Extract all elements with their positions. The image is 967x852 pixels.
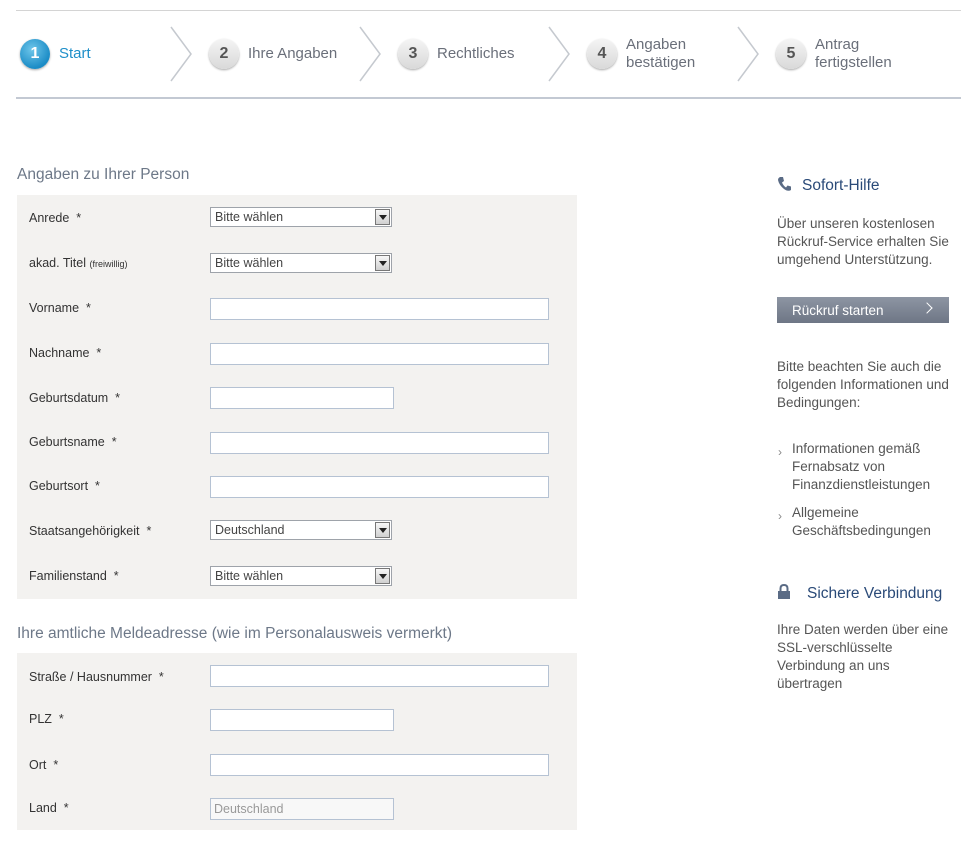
step-number: 5 (776, 39, 806, 69)
field-row-nachname (17, 334, 577, 374)
section-title-address: Ihre amtliche Meldeadresse (wie im Personalausweis vermerkt) (17, 625, 453, 642)
help-section (802, 177, 967, 195)
section-title-person: Angaben zu Ihrer Person (17, 166, 190, 183)
address-form-panel (17, 653, 577, 830)
plz-input[interactable] (210, 709, 394, 731)
geburtsort-input[interactable] (210, 476, 549, 498)
field-row-staatsangehoerigkeit (17, 511, 577, 551)
callback-button[interactable] (777, 297, 949, 323)
link-label[interactable]: Informationen gemäß Fernabsatz von Finanzdienstleistungen (792, 441, 931, 492)
geburtsort-label: Geburtsort * (29, 479, 100, 493)
step-antrag-fertigstellen[interactable] (776, 11, 892, 97)
step-label-line: Angaben (626, 36, 687, 53)
link-fernabsatz[interactable] (777, 440, 957, 494)
anrede-label: Anrede * (29, 211, 82, 225)
nachname-label: Nachname * (29, 346, 102, 360)
dropdown-arrow-icon[interactable] (375, 522, 390, 538)
step-ihre-angaben[interactable] (209, 11, 337, 97)
lock-icon (777, 584, 791, 600)
step-label-line: bestätigen (626, 54, 696, 71)
step-separator-icon (169, 25, 193, 83)
staatsangehoerigkeit-selected-value: Deutschland (215, 523, 285, 537)
secure-section (807, 585, 967, 603)
dropdown-arrow-icon[interactable] (375, 568, 390, 584)
chevron-right-icon: › (778, 509, 782, 523)
progress-steps (16, 11, 961, 99)
help-title: Sofort-Hilfe (802, 177, 880, 194)
geburtsdatum-input[interactable] (210, 387, 394, 409)
person-form-panel (17, 195, 577, 599)
link-label[interactable]: Allgemeine Geschäftsbedingungen (792, 505, 931, 538)
phone-icon (777, 176, 791, 192)
ort-input[interactable] (210, 754, 549, 776)
step-separator-icon (736, 25, 760, 83)
field-row-land (17, 789, 577, 829)
dropdown-arrow-icon[interactable] (375, 209, 390, 225)
step-label-line: fertigstellen (815, 54, 892, 71)
familienstand-label: Familienstand * (29, 569, 119, 583)
chevron-right-icon (921, 302, 932, 313)
anrede-selected-value: Bitte wählen (215, 210, 284, 224)
land-label: Land * (29, 801, 69, 815)
geburtsdatum-label: Geburtsdatum * (29, 391, 121, 405)
titel-selected-value: Bitte wählen (215, 256, 284, 270)
geburtsname-label: Geburtsname * (29, 435, 117, 449)
step-separator-icon (547, 25, 571, 83)
secure-title: Sichere Verbindung (807, 585, 943, 602)
familienstand-selected-value: Bitte wählen (215, 569, 284, 583)
field-row-titel (17, 244, 577, 284)
help-text: Über unseren kostenlosen Rückruf-Service erhalten Sie umgehend Unterstützung. (777, 216, 949, 267)
callback-button-label: Rückruf starten (792, 302, 884, 318)
link-agb[interactable] (777, 504, 957, 540)
field-row-geburtsdatum (17, 378, 577, 418)
step-number: 1 (20, 39, 50, 69)
geburtsname-input[interactable] (210, 432, 549, 454)
dropdown-arrow-icon[interactable] (375, 255, 390, 271)
ort-label: Ort * (29, 758, 59, 772)
titel-label: akad. Titel (freiwillig) (29, 256, 128, 270)
field-row-vorname (17, 289, 577, 329)
titel-select[interactable] (210, 253, 392, 273)
secure-text: Ihre Daten werden über eine SSL-verschlüsselte Verbindung an uns übertragen (777, 622, 949, 691)
step-label (626, 36, 695, 72)
vorname-input[interactable] (210, 298, 549, 320)
land-input (210, 798, 394, 820)
step-angaben-bestaetigen[interactable] (587, 11, 695, 97)
staatsangehoerigkeit-label: Staatsangehörigkeit * (29, 524, 152, 538)
chevron-right-icon: › (778, 445, 782, 459)
field-row-ort (17, 745, 577, 785)
info-text: Bitte beachten Sie auch die folgenden Informationen und Bedingungen: (777, 359, 949, 410)
vorname-label: Vorname * (29, 301, 91, 315)
familienstand-select[interactable] (210, 566, 392, 586)
plz-label: PLZ * (29, 712, 64, 726)
field-row-plz (17, 700, 577, 740)
step-rechtliches[interactable] (398, 11, 515, 97)
anrede-select[interactable] (210, 207, 392, 227)
step-label-line: Antrag (815, 36, 860, 53)
field-row-familienstand (17, 557, 577, 597)
field-row-strasse (17, 656, 577, 696)
field-row-geburtsort (17, 467, 577, 507)
field-row-geburtsname (17, 423, 577, 463)
step-separator-icon (358, 25, 382, 83)
step-label: Ihre Angaben (248, 45, 338, 62)
step-label: Rechtliches (437, 45, 515, 62)
field-row-anrede (17, 198, 577, 238)
step-label: Start (59, 45, 91, 62)
step-start[interactable] (20, 11, 91, 97)
strasse-input[interactable] (210, 665, 549, 687)
step-number: 3 (398, 39, 428, 69)
strasse-label: Straße / Hausnummer * (29, 670, 164, 684)
step-number: 2 (209, 39, 239, 69)
nachname-input[interactable] (210, 343, 549, 365)
step-label (815, 36, 892, 72)
staatsangehoerigkeit-select[interactable] (210, 520, 392, 540)
step-number: 4 (587, 39, 617, 69)
